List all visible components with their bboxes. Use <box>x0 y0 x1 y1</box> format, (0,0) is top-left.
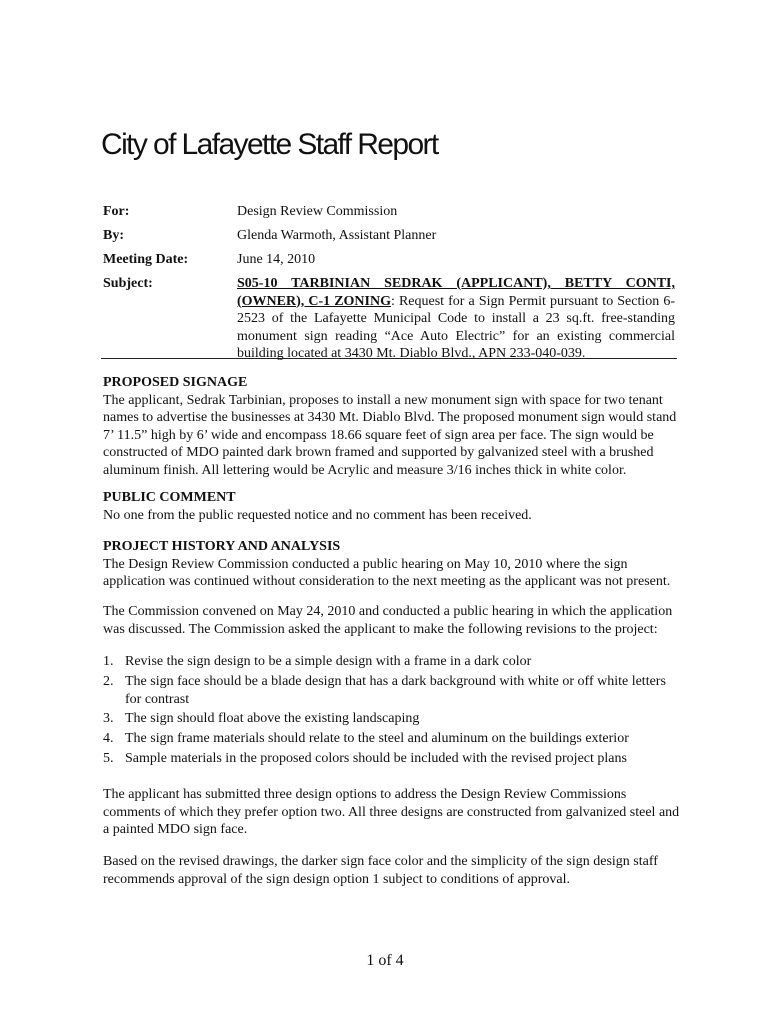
meeting-date-value: June 14, 2010 <box>237 252 316 267</box>
paragraph: The applicant has submitted three design options to address the Design Review Commissions comments of which they prefer option two. All three designs are constructed from galvanized steel and a painted MDO sign face. <box>103 787 680 837</box>
subject-label: Subject: <box>103 276 153 291</box>
proposed-signage-section <box>103 374 683 479</box>
section-heading: PUBLIC COMMENT <box>103 490 236 505</box>
section-body: The Design Review Commission conducted a public hearing on May 10, 2010 where the sign application was continued without consideration to the next meeting as the applicant was not present. <box>103 556 671 589</box>
by-label: By: <box>103 228 124 243</box>
subject-description: : Request for a Sign Permit pursuant to Section 6-2523 of the Lafayette Municipal Code to install a 23 sq.ft. free-standing monument sign reading “Ace Auto Electric” for an existing commercial building located at 3430 Mt. Diablo Blvd., APN 233-040-039. <box>237 293 675 361</box>
section-body: The applicant, Sedrak Tarbinian, proposes to install a new monument sign with space for two tenant names to advertise the businesses at 3430 Mt. Diablo Blvd. The proposed monument sign would stand 7’ 11.5” high by 6’ wide and encompass 18.66 square feet of sign area per face. The sign would be constructed of MDO painted dark brown framed and supported by galvanized steel with a brushed aluminum finish. All lettering would be Acrylic and measure 3/16 inches thick in white color. <box>103 392 677 478</box>
public-comment-section <box>103 489 683 524</box>
list-text: The sign face should be a blade design that has a dark background with white or off white letters for contrast <box>125 674 666 707</box>
for-label: For: <box>103 204 130 219</box>
list-text: The sign should float above the existing landscaping <box>125 711 420 726</box>
paragraph: Based on the revised drawings, the darker sign face color and the simplicity of the sign design staff recommends approval of the sign design option 1 subject to conditions of approval. <box>103 854 658 887</box>
page-title: City of Lafayette Staff Report <box>101 128 438 161</box>
section-heading: PROPOSED SIGNAGE <box>103 375 248 390</box>
project-history-section <box>103 538 683 591</box>
list-number: 4. <box>103 731 114 746</box>
list-text: The sign frame materials should relate to the steel and aluminum on the buildings exterior <box>125 731 629 746</box>
section-body: No one from the public requested notice and no comment has been received. <box>103 507 532 523</box>
list-number: 1. <box>103 654 114 669</box>
list-number: 3. <box>103 711 114 726</box>
for-value: Design Review Commission <box>237 204 398 219</box>
paragraph: The Commission convened on May 24, 2010 and conducted a public hearing in which the application was discussed. The Commission asked the applicant to make the following revisions to the project: <box>103 604 673 637</box>
header-divider <box>101 358 677 359</box>
page-number: 1 of 4 <box>366 952 404 969</box>
subject-text <box>237 275 675 363</box>
by-value: Glenda Warmoth, Assistant Planner <box>237 228 437 243</box>
list-text: Revise the sign design to be a simple design with a frame in a dark color <box>125 654 532 669</box>
subject-case-title: S05-10 TARBINIAN SEDRAK (APPLICANT), BETTY CONTI, (OWNER), C-1 ZONING <box>237 276 675 309</box>
section-heading: PROJECT HISTORY AND ANALYSIS <box>103 539 341 554</box>
list-number: 2. <box>103 674 114 689</box>
meeting-date-label: Meeting Date: <box>103 252 189 267</box>
list-number: 5. <box>103 751 114 766</box>
list-text: Sample materials in the proposed colors should be included with the revised project plans <box>125 751 627 766</box>
